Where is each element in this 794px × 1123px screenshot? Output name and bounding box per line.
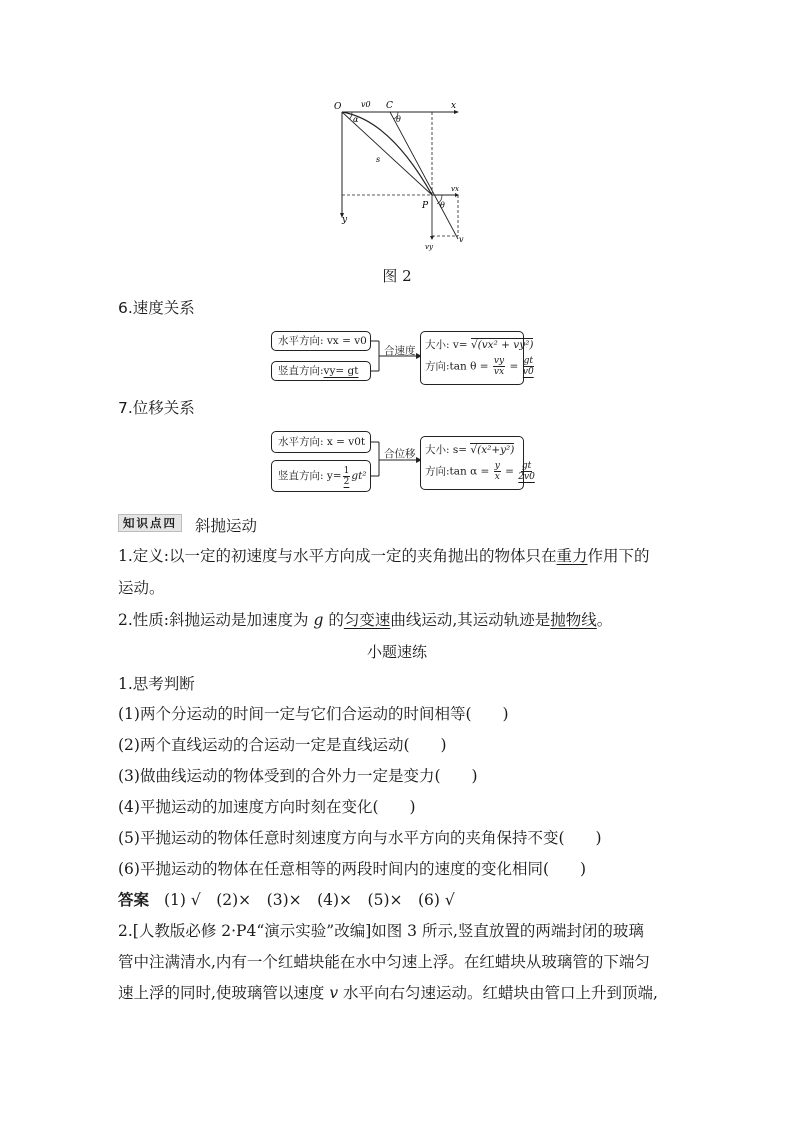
origin-label: O xyxy=(334,102,342,112)
q2-line-1: 2.[人教版必修 2·P4“演示实验”改编]如图 3 所示,竖直放置的两端封闭的玻璃 xyxy=(118,922,644,940)
frac-den: v0 xyxy=(522,367,534,377)
q1-title: 1.思考判断 xyxy=(118,675,195,693)
vx-label: vx xyxy=(451,185,459,193)
definition-post: 作用下的 xyxy=(587,547,650,565)
displacement-combine-label: 合位移 xyxy=(384,448,416,460)
displacement-vertical-box xyxy=(271,460,371,492)
q1-item-5: (5)平抛运动的物体任意时刻速度方向与水平方向的夹角保持不变( ) xyxy=(118,829,602,847)
displacement-horizontal-text: 水平方向: x = v0t xyxy=(278,436,366,448)
displacement-vertical-frac xyxy=(343,466,351,487)
answer-text: (1) √ (2)× (3)× (4)× (5)× (6) √ xyxy=(163,891,455,909)
x-axis-label: x xyxy=(451,101,457,111)
displacement-vertical-suffix: gt² xyxy=(351,470,367,482)
section7-title: 7.位移关系 xyxy=(118,399,195,417)
q1-item-2: (2)两个直线运动的合运动一定是直线运动( ) xyxy=(118,736,447,754)
v0-label: v0 xyxy=(361,100,371,109)
velocity-direction-frac2 xyxy=(523,356,534,377)
section6-title: 6.速度关系 xyxy=(118,299,195,317)
frac-num: gt xyxy=(523,356,533,366)
figure-caption: 图 2 xyxy=(382,267,412,285)
s-label: s xyxy=(376,155,381,164)
definition-pre: 1.定义:以一定的初速度与水平方向成一定的夹角抛出的物体只在 xyxy=(118,547,557,565)
displacement-size-formula: √(x²+y²) xyxy=(470,444,515,456)
v-label: v xyxy=(459,235,464,244)
theta-p-label: θ xyxy=(440,201,445,210)
displacement-vertical-prefix: 竖直方向: y= xyxy=(278,470,342,482)
q2-line-3-post: 水平向右匀速运动。红蜡块由管口上升到顶端, xyxy=(338,984,658,1002)
alpha-label: α xyxy=(353,115,359,124)
velocity-result-box xyxy=(420,331,534,385)
q1-item-4: (4)平抛运动的加速度方向时刻在变化( ) xyxy=(118,798,416,816)
velocity-vertical-formula: vy= gt xyxy=(323,365,359,377)
displacement-size-prefix: 大小: s= xyxy=(425,444,471,456)
nature-underline2: 抛物线 xyxy=(550,611,597,629)
displacement-connector xyxy=(371,430,423,494)
velocity-direction-line xyxy=(425,356,535,377)
velocity-size-formula: √(vx² + vy²) xyxy=(470,339,534,351)
q1-item-1: (1)两个分运动的时间一定与它们合运动的时间相等( ) xyxy=(118,705,509,723)
displacement-direction-frac1 xyxy=(494,461,501,482)
velocity-vertical-box xyxy=(271,361,371,381)
practice-title: 小题速练 xyxy=(366,643,427,661)
displacement-direction-eq: = xyxy=(505,465,518,478)
velocity-horizontal-text: 水平方向: vx = v0 xyxy=(278,335,367,347)
answer-label: 答案 xyxy=(118,891,150,909)
velocity-size-line xyxy=(425,339,533,352)
displacement-horizontal-box xyxy=(271,431,371,453)
nature-mid2: 曲线运动,其运动轨迹是 xyxy=(390,611,551,629)
definition-underlined: 重力 xyxy=(556,547,588,565)
knowledge-badge: 知识点四 xyxy=(118,514,182,532)
q1-item-3: (3)做曲线运动的物体受到的合外力一定是变力( ) xyxy=(118,767,478,785)
nature-mid1: 的 xyxy=(323,611,344,629)
frac-den: 2v0 xyxy=(518,472,535,482)
vy-label: vy xyxy=(425,243,433,251)
nature-line xyxy=(118,610,612,630)
y-axis-label: y xyxy=(342,215,348,225)
q2-line-3-v: v xyxy=(329,984,339,1002)
frac-den: 2 xyxy=(343,476,350,487)
frac-num: vy xyxy=(493,356,505,366)
nature-pre: 2.性质:斜抛运动是加速度为 xyxy=(118,611,314,629)
nature-end: 。 xyxy=(596,611,613,629)
frac-den: x xyxy=(494,472,500,482)
c-label: C xyxy=(386,101,393,111)
velocity-direction-frac1 xyxy=(493,356,505,377)
q2-line-2: 管中注满清水,内有一个红蜡块能在水中匀速上浮。在红蜡块从玻璃管的下端匀 xyxy=(118,953,650,971)
answer-line xyxy=(118,890,455,910)
displacement-direction-line xyxy=(425,461,536,482)
definition-line xyxy=(118,546,650,566)
displacement-direction-frac2 xyxy=(518,461,535,482)
theta-top-label: θ xyxy=(396,115,401,124)
q2-line-3-pre: 速上浮的同时,使玻璃管以速度 xyxy=(118,984,330,1002)
frac-num: 1 xyxy=(343,465,350,476)
velocity-size-prefix: 大小: v= xyxy=(425,339,471,351)
velocity-direction-prefix: 方向:tan θ = xyxy=(425,360,492,373)
knowledge-title: 斜抛运动 xyxy=(195,517,258,535)
p-label: P xyxy=(422,201,429,211)
velocity-direction-eq: = xyxy=(509,360,522,373)
projectile-figure xyxy=(330,96,470,256)
frac-num: y xyxy=(494,461,500,471)
velocity-vertical-prefix: 竖直方向: xyxy=(278,365,324,377)
q2-line-3 xyxy=(118,983,658,1003)
displacement-size-line xyxy=(425,444,514,457)
displacement-direction-prefix: 方向:tan α = xyxy=(425,465,493,478)
velocity-combine-label: 合速度 xyxy=(384,345,416,357)
frac-den: vx xyxy=(493,367,505,377)
frac-num: gt xyxy=(521,461,532,471)
nature-g: g xyxy=(313,611,324,629)
velocity-horizontal-box xyxy=(271,331,371,351)
nature-underline1: 匀变速 xyxy=(343,611,391,629)
definition-cont: 运动。 xyxy=(118,579,165,597)
q1-item-6: (6)平抛运动的物体在任意相等的两段时间内的速度的变化相同( ) xyxy=(118,860,587,878)
displacement-result-box xyxy=(420,436,535,490)
